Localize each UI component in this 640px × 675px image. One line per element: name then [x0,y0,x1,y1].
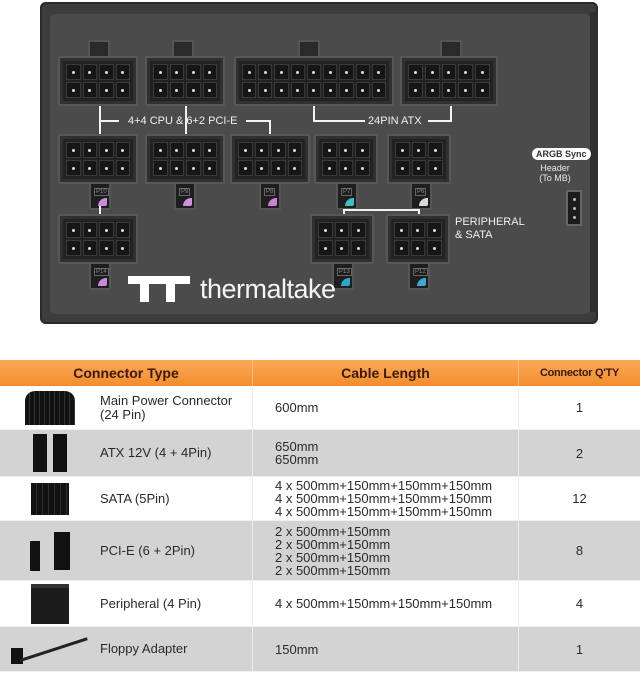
bracket-line [313,120,365,122]
pcie-6plus2-cable-icon [0,521,100,580]
argb-sync-badge: ARGB Sync [532,148,591,160]
table-row [0,627,640,672]
connector-type: ATX 12V (4 + 4Pin) [100,445,212,460]
connector-type: PCI-E (6 + 2Pin) [100,542,196,558]
port-tab-p6: P6 [410,184,432,210]
connector-cpu-pcie-top-1 [60,58,136,104]
cable-length: 650mm 650mm [253,430,519,476]
bracket-line [343,209,419,211]
argb-header-label: Header (To MB) [539,163,571,183]
table-row [0,521,640,581]
bracket-line [246,120,270,122]
connector-latch [172,40,194,56]
header-cable-length: Cable Length [253,360,519,386]
connector-cpu-pcie-p14 [60,216,136,262]
connector-peripheral-sata-p7 [316,136,376,182]
cable-length: 2 x 500mm+150mm 2 x 500mm+150mm 2 x 500mm+150mm 2 x 500mm+150mm [253,521,519,580]
atx-24pin-cable-icon [0,386,100,429]
connector-peripheral-sata-p6 [389,136,449,182]
header-connector-qty: Connector Q'TY [539,367,620,379]
connector-qty: 12 [572,491,587,506]
connector-cpu-pcie-top-2 [147,58,223,104]
connector-qty: 2 [575,445,584,461]
label-peripheral-sata: PERIPHERAL & SATA [455,216,525,241]
connector-qty: 1 [575,400,584,415]
floppy-adapter-icon [0,627,100,671]
table-header [0,360,640,386]
table-row [0,430,640,477]
cable-length: 150mm [253,627,519,671]
connector-cpu-pcie-p8 [232,136,308,182]
label-24pin-atx: 24PIN ATX [368,115,422,127]
port-tab-p12: P12 [408,264,430,290]
connector-cpu-pcie-p10 [60,136,136,182]
connector-atx-18pin [236,58,392,104]
connector-peripheral-sata-p13 [312,216,372,262]
port-tab-p7: P7 [336,184,358,210]
port-tab-p13: P13 [332,264,354,290]
bracket-line [99,120,119,122]
connector-type: Main Power Connector (24 Pin) [100,392,233,422]
connector-qty: 1 [575,641,584,657]
sata-cable-icon [0,477,100,520]
cable-length: 4 x 500mm+150mm+150mm+150mm 4 x 500mm+150mm+150mm+150mm 4 x 500mm+150mm+150mm+150mm [253,477,519,520]
brand-name: thermaltake [200,274,336,304]
connector-type: SATA (5Pin) [100,490,170,506]
port-tab-p14: P14 [89,264,111,290]
cpu-4plus4-cable-icon [0,430,100,476]
connector-atx-10pin [402,58,496,104]
molex-cable-icon [0,581,100,626]
bracket-line [450,106,452,122]
psu-panel-edge [590,12,598,312]
tt-logo-icon [128,276,190,302]
argb-header-port [566,190,582,226]
port-tab-p10: P10 [89,184,111,210]
thermaltake-logo [128,276,336,302]
header-connector-type: Connector Type [0,360,253,386]
port-tab-p8: P8 [259,184,281,210]
table-row [0,386,640,430]
label-cpu-pcie: 4+4 CPU & 6+2 PCI-E [128,115,238,127]
connector-cpu-pcie-p9 [147,136,223,182]
connector-latch [88,40,110,56]
port-tab-p9: P9 [174,184,196,210]
cable-length: 4 x 500mm+150mm+150mm+150mm [253,581,519,626]
connector-spec-table [0,360,640,672]
connector-latch [440,40,462,56]
cable-length: 600mm [253,386,519,429]
connector-type: Floppy Adapter [100,641,188,656]
table-row [0,581,640,627]
connector-latch [298,40,320,56]
connector-type: Peripheral (4 Pin) [100,595,202,611]
connector-peripheral-sata-p12 [388,216,448,262]
bracket-line [428,120,452,122]
connector-qty: 8 [575,543,584,558]
table-row [0,477,640,521]
connector-qty: 4 [575,596,584,611]
